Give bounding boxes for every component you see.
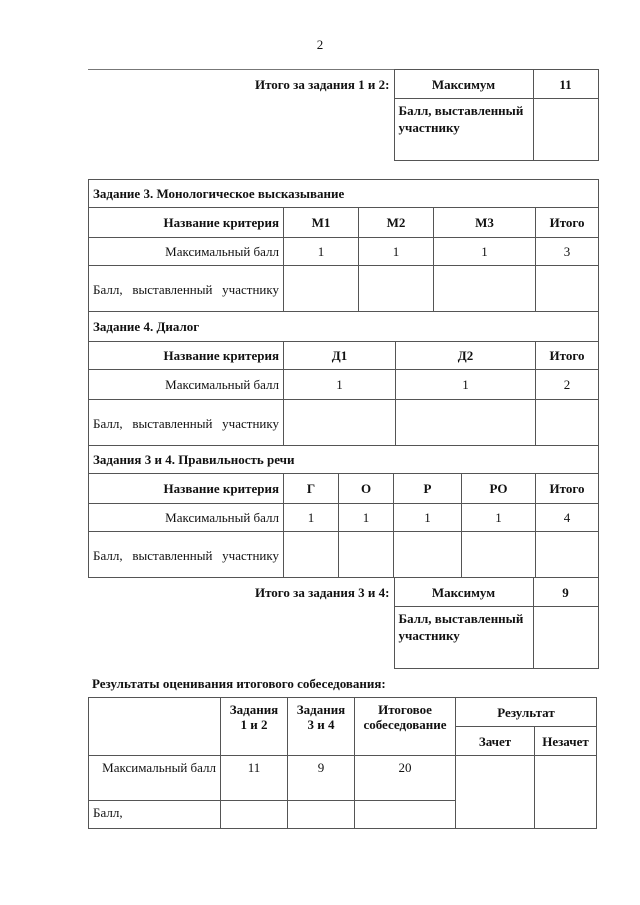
results-col-total: Итоговое собеседование <box>355 698 456 756</box>
task3-col-m3: М3 <box>434 208 536 238</box>
total-3-4-label: Итого за задания 3 и 4: <box>254 584 390 600</box>
task4-col-d2: Д2 <box>396 342 536 370</box>
task34-title: Задания 3 и 4. Правильность речи <box>89 446 599 474</box>
task3-score-m3[interactable] <box>434 266 536 312</box>
task3-col-total: Итого <box>536 208 599 238</box>
task4-score-label: Балл, выставленный участнику <box>89 400 284 446</box>
results-col-result: Результат <box>456 698 597 727</box>
task34-col-g: Г <box>284 474 339 504</box>
total-3-4-max-value: 9 <box>533 578 598 607</box>
task34-score-total[interactable] <box>536 532 599 578</box>
task34-score-g[interactable] <box>284 532 339 578</box>
results-max-tasks-3-4: 9 <box>288 756 355 801</box>
results-heading: Результаты оценивания итогового собеседования: <box>92 676 386 691</box>
task34-max-label: Максимальный балл <box>89 504 284 532</box>
total-tasks-1-2-table <box>88 69 599 161</box>
task4-score-d1[interactable] <box>284 400 396 446</box>
task34-max-total: 4 <box>536 504 599 532</box>
results-max-label: Максимальный балл <box>89 756 221 801</box>
results-score-total[interactable] <box>355 801 456 829</box>
task3-title: Задание 3. Монологическое высказывание <box>89 180 599 208</box>
task3-table <box>88 179 599 312</box>
total-1-2-score-cell[interactable] <box>533 99 598 161</box>
task3-score-label: Балл, выставленный участнику <box>89 266 284 312</box>
task4-max-total: 2 <box>536 370 599 400</box>
results-table <box>88 697 597 829</box>
task3-col-m2: М2 <box>359 208 434 238</box>
task34-score-r[interactable] <box>394 532 462 578</box>
task34-score-ro[interactable] <box>462 532 536 578</box>
task4-max-d1: 1 <box>284 370 396 400</box>
total-3-4-score-label: Балл, выставленный участнику <box>394 607 533 669</box>
task4-table <box>88 311 599 446</box>
task4-criteria-header: Название критерия <box>89 342 284 370</box>
results-col-tasks-3-4: Задания 3 и 4 <box>288 698 355 756</box>
task34-max-r: 1 <box>394 504 462 532</box>
task3-criteria-header: Название критерия <box>89 208 284 238</box>
task34-col-o: О <box>339 474 394 504</box>
task34-criteria-header: Название критерия <box>89 474 284 504</box>
task3-score-m1[interactable] <box>284 266 359 312</box>
total-tasks-3-4-table <box>88 577 599 669</box>
task3-max-m2: 1 <box>359 238 434 266</box>
results-max-tasks-1-2: 11 <box>221 756 288 801</box>
task4-score-d2[interactable] <box>396 400 536 446</box>
page-number: 2 <box>316 37 324 52</box>
results-pass-cell[interactable] <box>456 756 535 829</box>
total-1-2-max-value: 11 <box>533 70 598 99</box>
results-col-tasks-1-2: Задания 1 и 2 <box>221 698 288 756</box>
task34-score-label: Балл, выставленный участнику <box>89 532 284 578</box>
task4-col-d1: Д1 <box>284 342 396 370</box>
task4-col-total: Итого <box>536 342 599 370</box>
results-fail-cell[interactable] <box>535 756 597 829</box>
task4-score-total[interactable] <box>536 400 599 446</box>
task4-max-label: Максимальный балл <box>89 370 284 400</box>
task34-table <box>88 445 599 578</box>
task34-col-ro: РО <box>462 474 536 504</box>
task34-max-ro: 1 <box>462 504 536 532</box>
results-col-pass: Зачет <box>456 727 535 756</box>
total-3-4-score-cell[interactable] <box>533 607 598 669</box>
task3-col-m1: М1 <box>284 208 359 238</box>
task34-max-o: 1 <box>339 504 394 532</box>
task4-max-d2: 1 <box>396 370 536 400</box>
total-1-2-score-label: Балл, выставленный участнику <box>394 99 533 161</box>
results-col-fail: Незачет <box>535 727 597 756</box>
results-score-tasks-1-2[interactable] <box>221 801 288 829</box>
total-1-2-label: Итого за задания 1 и 2: <box>254 76 390 92</box>
total-3-4-max-label: Максимум <box>394 578 533 607</box>
task34-score-o[interactable] <box>339 532 394 578</box>
task3-score-total[interactable] <box>536 266 599 312</box>
task3-max-total: 3 <box>536 238 599 266</box>
task3-score-m2[interactable] <box>359 266 434 312</box>
results-score-label: Балл, <box>89 801 221 829</box>
task3-max-label: Максимальный балл <box>89 238 284 266</box>
task3-max-m3: 1 <box>434 238 536 266</box>
results-score-tasks-3-4[interactable] <box>288 801 355 829</box>
task34-max-g: 1 <box>284 504 339 532</box>
task34-col-r: Р <box>394 474 462 504</box>
task3-max-m1: 1 <box>284 238 359 266</box>
task34-col-total: Итого <box>536 474 599 504</box>
task4-title: Задание 4. Диалог <box>89 312 599 342</box>
total-1-2-max-label: Максимум <box>394 70 533 99</box>
results-max-total: 20 <box>355 756 456 801</box>
